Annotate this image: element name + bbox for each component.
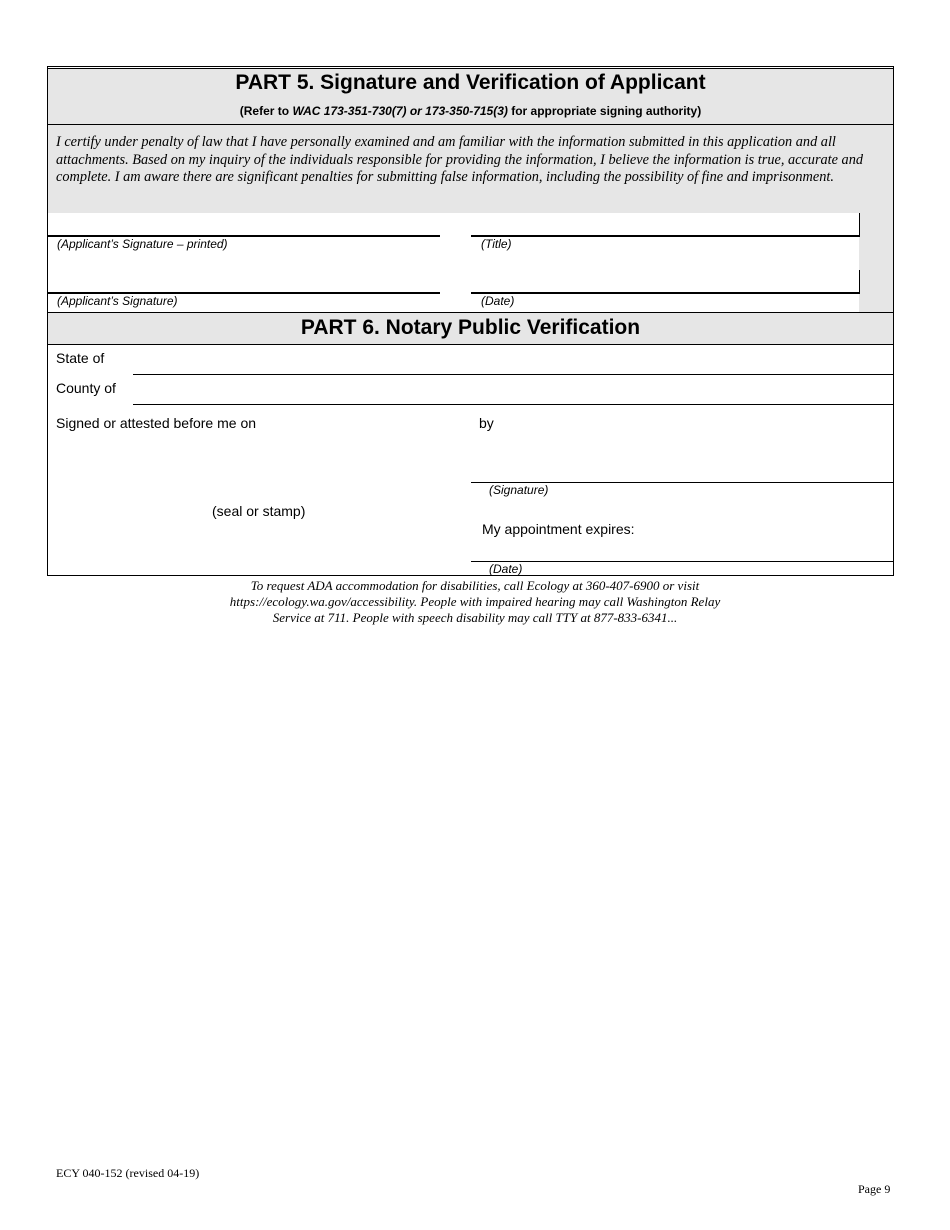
part6-header-divider [47, 344, 894, 345]
certification-text: I certify under penalty of law that I have personally examined and am familiar with the information submitted in this application and all attachments. Based on my inquiry of the individuals responsible for providing the information, I believe the information is true, accurate and complete. I am aware there are significant penalties for submitting false information, including the possibility of fine and imprisonment. [56, 134, 864, 185]
appointment-expires-label: My appointment expires: [482, 521, 635, 537]
title-line[interactable] [471, 235, 860, 237]
signed-attested-label: Signed or attested before me on [56, 415, 257, 431]
by-label: by [479, 415, 494, 431]
county-label: County of [56, 380, 116, 396]
signature-margin-bg [859, 213, 893, 312]
part5-title: PART 5. Signature and Verification of Applicant [235, 71, 706, 94]
applicant-signature-caption: (Applicant’s Signature) [57, 294, 178, 308]
page-number: Page 9 [858, 1182, 891, 1196]
notary-date-caption: (Date) [489, 562, 523, 576]
ref-wac: WAC 173-351-730(7) or 173-350-715(3) [292, 104, 508, 118]
date-caption: (Date) [481, 294, 515, 308]
part5-reference [48, 104, 893, 118]
ada-notice-line-2: https://ecology.wa.gov/accessibility. People with impaired hearing may call Washington Relay [229, 594, 721, 609]
printed-signature-caption: (Applicant’s Signature – printed) [57, 237, 228, 251]
ref-prefix: (Refer to [239, 104, 293, 118]
state-field-line[interactable] [133, 374, 894, 375]
county-field-line[interactable] [133, 404, 894, 405]
title-field-rightline [859, 213, 860, 236]
ref-suffix: for appropriate signing authority) [507, 104, 702, 118]
date-line[interactable] [471, 292, 860, 294]
ada-notice-line-1: To request ADA accommodation for disabilities, call Ecology at 360-407-6900 or visit [250, 578, 700, 593]
date-field-rightline [859, 270, 860, 293]
notary-signature-caption: (Signature) [489, 483, 549, 497]
ada-notice [100, 578, 850, 626]
notary-date-line[interactable] [471, 561, 894, 562]
seal-stamp-label: (seal or stamp) [212, 503, 306, 519]
ada-notice-line-3: Service at 711. People with speech disability may call TTY at 877-833-6341... [272, 610, 678, 625]
state-label: State of [56, 350, 105, 366]
form-number: ECY 040-152 (revised 04-19) [56, 1166, 200, 1180]
title-caption: (Title) [481, 237, 512, 251]
part6-title: PART 6. Notary Public Verification [300, 316, 641, 339]
